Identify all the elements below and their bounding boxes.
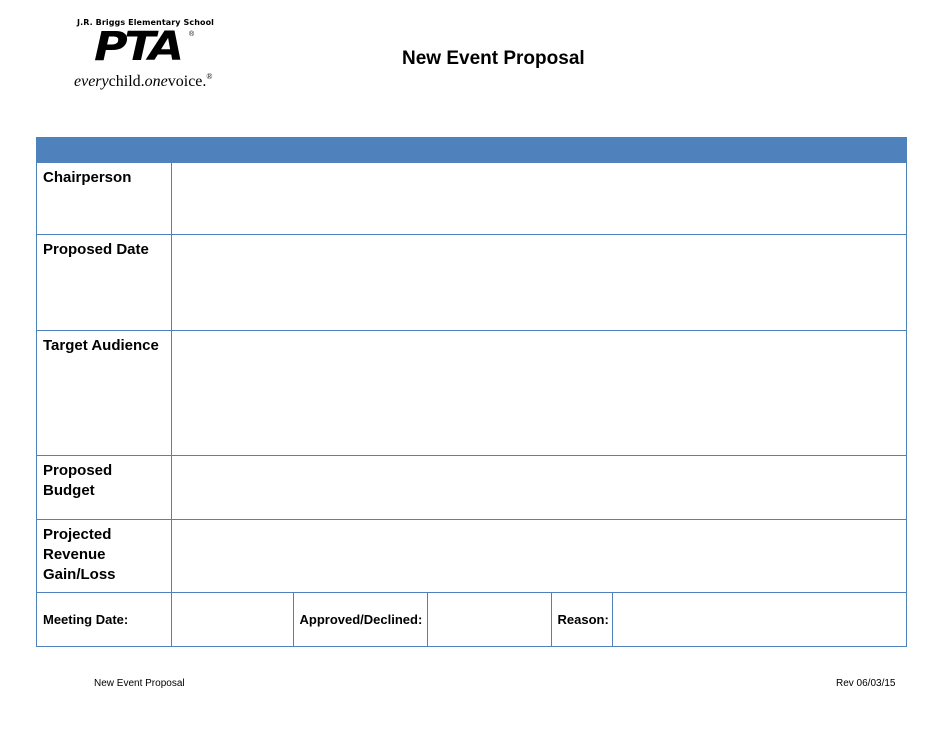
tagline-registered: ® bbox=[206, 72, 213, 81]
proposed-budget-label: Proposed Budget bbox=[37, 456, 172, 520]
reason-field[interactable] bbox=[612, 593, 906, 646]
meeting-date-field[interactable] bbox=[172, 593, 293, 646]
reason-label: Reason: bbox=[551, 593, 612, 646]
approved-declined-label: Approved/Declined: bbox=[293, 593, 427, 646]
footer-document-name: New Event Proposal bbox=[94, 678, 185, 689]
proposal-form bbox=[36, 137, 907, 647]
proposed-date-label: Proposed Date bbox=[37, 235, 172, 331]
logo-mark: PTA bbox=[94, 24, 181, 70]
tagline-child: child. bbox=[108, 73, 145, 90]
meeting-row-inner bbox=[172, 593, 906, 646]
form-row-projected-revenue bbox=[37, 520, 907, 593]
projected-revenue-field[interactable] bbox=[172, 520, 907, 593]
target-audience-field[interactable] bbox=[172, 331, 907, 456]
logo-registered-mark: ® bbox=[189, 31, 195, 38]
form-row-target-audience bbox=[37, 331, 907, 456]
tagline-every: every bbox=[74, 73, 109, 90]
page-title: New Event Proposal bbox=[402, 48, 585, 69]
form-row-chairperson bbox=[37, 163, 907, 235]
form-row-meeting bbox=[37, 593, 907, 647]
form-header-cell bbox=[37, 138, 907, 163]
pta-logo bbox=[72, 17, 232, 95]
tagline-voice: voice. bbox=[167, 73, 207, 90]
chairperson-field[interactable] bbox=[172, 163, 907, 235]
tagline-one: one bbox=[144, 73, 168, 90]
form-row-proposed-budget bbox=[37, 456, 907, 520]
proposed-date-field[interactable] bbox=[172, 235, 907, 331]
logo-tagline bbox=[74, 73, 212, 91]
logo-school-name: J.R. Briggs Elementary School bbox=[77, 18, 215, 27]
form-row-proposed-date bbox=[37, 235, 907, 331]
projected-revenue-label: Projected Revenue Gain/Loss bbox=[37, 520, 172, 593]
approved-declined-field[interactable] bbox=[427, 593, 551, 646]
form-header-bar bbox=[37, 138, 907, 163]
meeting-row-cells bbox=[172, 593, 907, 647]
proposed-budget-field[interactable] bbox=[172, 456, 907, 520]
meeting-date-label: Meeting Date: bbox=[37, 593, 172, 647]
chairperson-label: Chairperson bbox=[37, 163, 172, 235]
target-audience-label: Target Audience bbox=[37, 331, 172, 456]
footer-revision: Rev 06/03/15 bbox=[836, 678, 896, 689]
